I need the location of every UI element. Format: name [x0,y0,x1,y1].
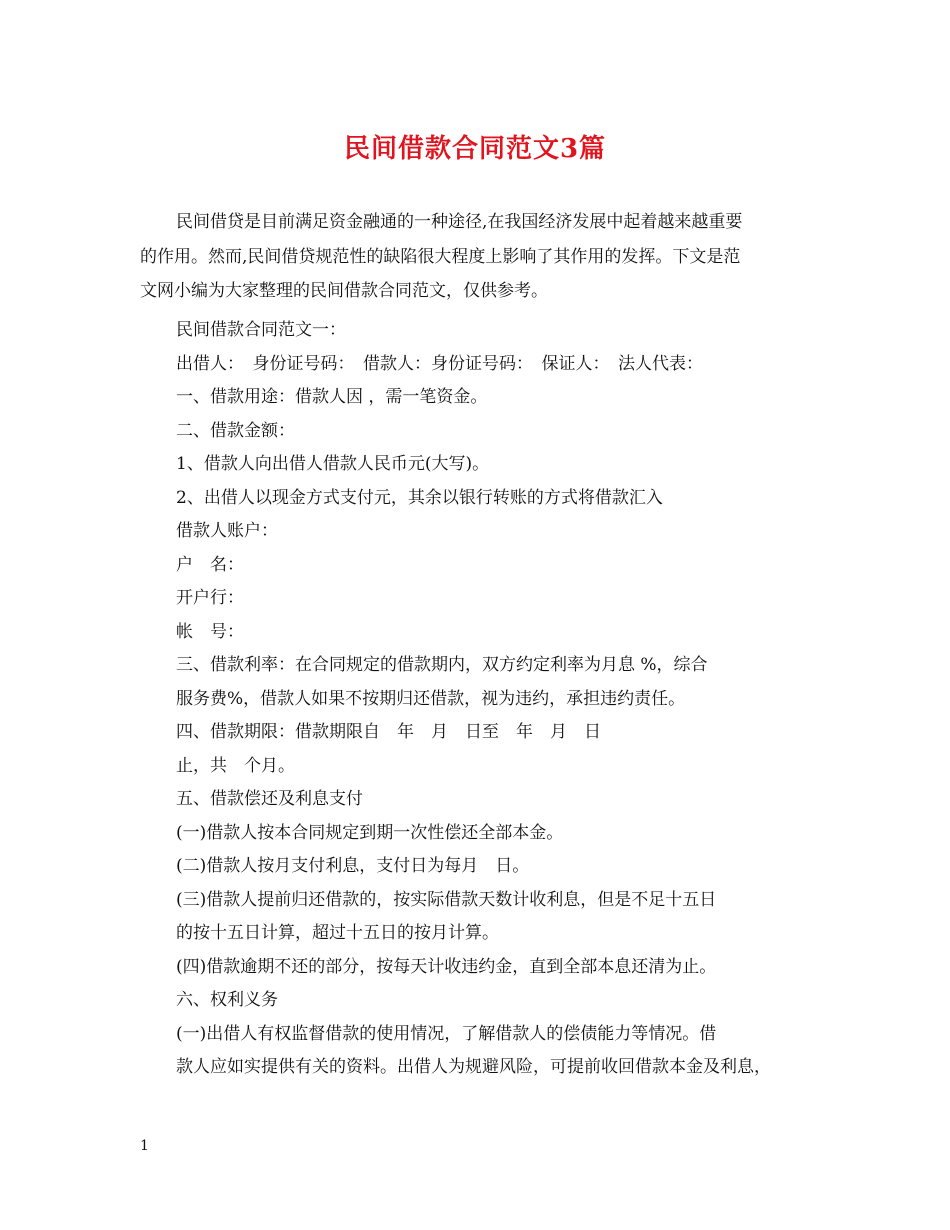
clause-line: 三、借款利率：在合同规定的借款期内，双方约定利率为月息 %，综合 [176,655,708,675]
clause-line: 户 名： [176,554,244,575]
clause-line: (四)借款逾期不还的部分，按每天计收违约金，直到全部本息还清为止。 [176,956,717,977]
contract-body [176,314,836,1085]
intro-line: 文网小编为大家整理的民间借款合同范文，仅供参考。 [140,281,548,301]
page-number: 1 [140,1138,149,1154]
intro-line: 的作用。然而,民间借贷规范性的缺陷很大程度上影响了其作用的发挥。下文是范 [140,246,741,267]
clause-line: 1、借款人向出借人借款人民币元(大写)。 [176,454,490,474]
clause-line: 四、借款期限：借款期限自 年 月 日至 年 月 日 [176,722,601,742]
clause-line: 帐 号： [176,621,244,642]
clause-line: 二、借款金额： [176,420,295,441]
clause-line: 开户行： [176,588,244,608]
section-heading: 民间借款合同范文一： [176,320,346,340]
clause-line: 五、借款偿还及利息支付 [176,789,363,809]
clause-line: 六、权利义务 [176,990,278,1010]
clause-line: 一、借款用途：借款人因 ，需一笔资金。 [176,387,488,407]
clause-line: 2、出借人以现金方式支付元，其余以银行转账的方式将借款汇入 [176,487,663,508]
parties-line: 出借人： 身份证号码： 借款人：身份证号码： 保证人： 法人代表： [176,353,703,374]
clause-line: 借款人账户： [176,521,278,541]
intro-paragraph [140,205,820,309]
clause-line: 的按十五日计算，超过十五日的按月计算。 [176,923,499,943]
clause-line: (二)借款人按月支付利息，支付日为每月 日。 [176,856,530,876]
clause-line: 服务费%，借款人如果不按期归还借款，视为违约，承担违约责任。 [176,688,686,709]
clause-line: (一)借款人按本合同规定到期一次性偿还全部本金。 [176,822,564,843]
clause-line: (一)出借人有权监督借款的使用情况，了解借款人的偿债能力等情况。借 [176,1023,717,1044]
clause-line: (三)借款人提前归还借款的，按实际借款天数计收利息，但是不足十五日 [176,889,717,910]
document-title: 民间借款合同范文3篇 [343,134,607,164]
clause-line: 止，共 个月。 [176,755,295,776]
clause-line: 款人应如实提供有关的资料。出借人为规避风险，可提前收回借款本金及利息， [176,1057,771,1077]
intro-line: 民间借贷是目前满足资金融通的一种途径,在我国经济发展中起着越来越重要 [176,212,743,232]
